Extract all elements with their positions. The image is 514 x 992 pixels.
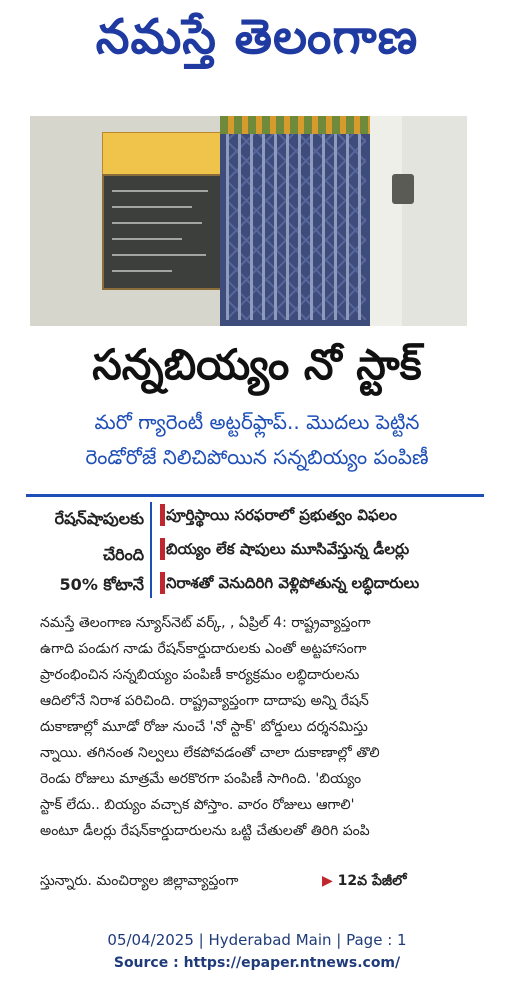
- body-text-line: స్టాక్ లేదు.. బియ్యం వచ్చాక పోస్తాం. వారం రోజులు ఆగాలి': [40, 797, 355, 813]
- sidebar-line: 50% కోటానే: [59, 575, 144, 594]
- photo-garland: [220, 116, 370, 134]
- photo-meter-box: [392, 174, 414, 204]
- article-headline: సన్నబియ్యం నో స్టాక్: [92, 340, 422, 389]
- divider-rule: [26, 494, 484, 497]
- photo-blackboard: [102, 174, 224, 290]
- newspaper-masthead: నమస్తే తెలంగాణ: [95, 9, 419, 65]
- bullet-point: నిరాశతో వెనుదిరిగి వెళ్లిపోతున్న లబ్ధిదారులు: [160, 569, 490, 597]
- vertical-divider: [150, 502, 152, 598]
- body-text-line: ఆదిలోనే నిరాశ పరిచింది. రాష్ట్రవ్యాప్తంగా దాదాపు అన్ని రేషన్: [40, 693, 369, 709]
- body-text-line: నమస్తే తెలంగాణ న్యూస్‌నెట్ వర్క్, , ఏప్రిల్ 4: రాష్ట్రవ్యాప్తంగా: [40, 615, 371, 631]
- body-text-line: అంటూ డీలర్లు రేషన్‌కార్డుదారులను ఒట్టి చేతులతో తిరిగి పంపి: [40, 823, 370, 839]
- photo-gate-grille: [226, 122, 366, 320]
- bullet-point: బియ్యం లేక షాపులు మూసివేస్తున్న డీలర్లు: [160, 535, 490, 563]
- photo-notice-sign: [102, 132, 222, 176]
- body-text-line: దుకాణాల్లో మూడో రోజు నుంచే 'నో స్టాక్' బోర్డులు దర్శనమిస్తు: [40, 719, 368, 735]
- body-text-line: న్నాయి. తగినంత నిల్వలు లేకపోవడంతో చాలా దుకాణాల్లో తొలి: [40, 745, 380, 761]
- footer-source-link[interactable]: Source : https://epaper.ntnews.com/: [113, 955, 401, 971]
- sidebar-line: రేషన్‌షాపులకు: [54, 509, 144, 528]
- sidebar-line: చేరింది: [102, 545, 144, 564]
- body-text-line: ఉగాది పండుగ నాడు రేషన్‌కార్డుదారులకు ఎంతో అట్టహాసంగా: [40, 641, 367, 657]
- news-photo: [30, 116, 467, 326]
- bullet-point: పూర్తిస్థాయి సరఫరాలో ప్రభుత్వం విఫలం: [160, 501, 490, 529]
- body-text-line: రెండు రోజులు మాత్రమే అరకొరగా పంపిణీ సాగింది. 'బియ్యం: [40, 771, 362, 787]
- subheadline-line: మరో గ్యారెంటీ అట్టర్‌ఫ్లాప్.. మొదలు పెట్టిన: [94, 410, 420, 434]
- continued-on-page[interactable]: [322, 869, 452, 893]
- photo-pillar: [370, 116, 402, 326]
- continued-label: 12వ పేజీలో: [337, 873, 407, 889]
- body-text-line: స్తున్నారు. మంచిర్యాల జిల్లావ్యాప్తంగా: [40, 873, 239, 889]
- photo-wall-right: [402, 116, 467, 326]
- footer-edition-info: 05/04/2025 | Hyderabad Main | Page : 1: [107, 931, 407, 949]
- subheadline-line: రెండోరోజే నిలిచిపోయిన సన్నబియ్యం పంపిణీ: [85, 445, 429, 469]
- chevron-right-icon: ▶: [322, 873, 333, 889]
- body-text-line: ప్రారంభించిన సన్నబియ్యం పంపిణీ కార్యక్రమం లబ్ధిదారులను: [40, 667, 360, 683]
